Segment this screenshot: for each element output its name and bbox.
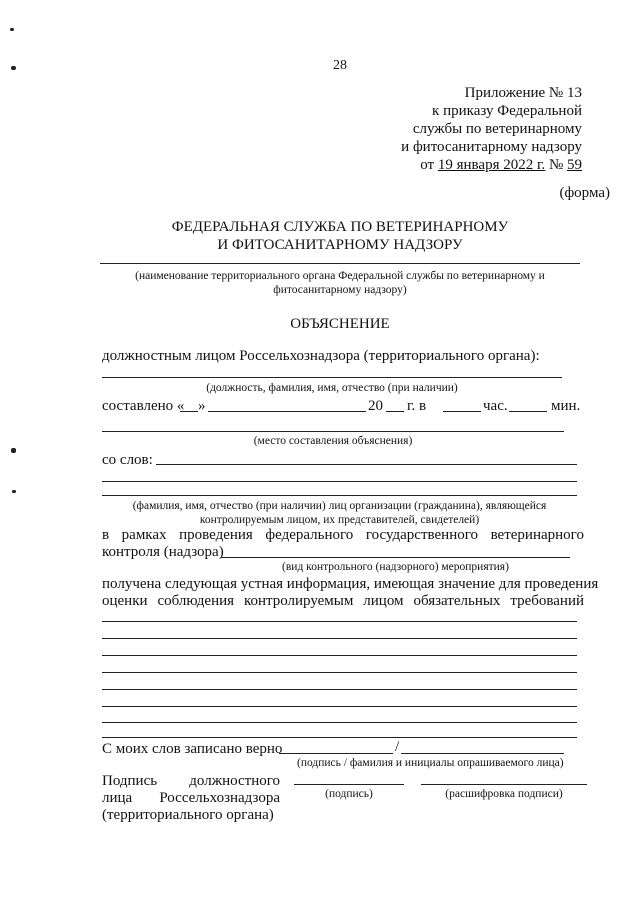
info-blank-line (102, 706, 577, 707)
info-blank-line (102, 621, 577, 622)
recorded-name-line (401, 753, 564, 754)
territorial-organ-line (100, 263, 580, 264)
place-hint: (место составления объяснения) (253, 435, 413, 447)
minutes-label: мин. (551, 398, 581, 414)
info-blank-line (102, 689, 577, 690)
info-line: получена следующая устная информация, имеющая значение для проведения (102, 576, 599, 592)
official-signature-row: (территориального органа) (102, 807, 274, 823)
quote-close: » (198, 398, 206, 414)
recorded-slash: / (395, 739, 400, 755)
appendix-line: Приложение № 13 (464, 85, 582, 101)
appendix-block (401, 84, 582, 174)
scan-mark (11, 66, 16, 70)
official-sign-line (294, 784, 404, 785)
agency-title: ФЕДЕРАЛЬНАЯ СЛУЖБА ПО ВЕТЕРИНАРНОМУ И ФИТОСАНИТАРНОМУ НАДЗОРУ (171, 219, 509, 253)
control-line: в рамках проведения федерального государственного ветеринарного (102, 527, 584, 543)
page-number: 28 (333, 58, 347, 73)
form-label: (форма) (559, 185, 610, 201)
appendix-line: и фитосанитарному надзору (401, 139, 582, 155)
territorial-hint: (наименование территориального органа Федеральной службы по ветеринарному и фитосанитарному надзору) (135, 270, 545, 296)
scan-mark (10, 28, 14, 31)
info-blank-line (102, 672, 577, 673)
year-line (386, 411, 404, 412)
recorded-label: С моих слов записано верно (102, 741, 283, 757)
recorded-hint: (подпись / фамилия и инициалы опрашиваемого лица) (297, 757, 564, 769)
from-words-label: со слов: (102, 452, 153, 468)
day-line (180, 411, 198, 412)
appendix-date-line: от 19 января 2022 г. № 59 (420, 157, 582, 173)
appendix-line: службы по ветеринарному (412, 121, 582, 137)
official-signature-row: Подпись должностного (102, 773, 280, 789)
year-suffix: г. в (407, 398, 427, 414)
appendix-number: 59 (567, 157, 582, 173)
from-words-line (156, 464, 577, 465)
official-intro: должностным лицом Россельхознадзора (территориального органа): (102, 348, 540, 364)
event-line (221, 557, 570, 558)
position-hint: (должность, фамилия, имя, отчество (при наличии) (206, 382, 458, 394)
official-decode-line (421, 784, 587, 785)
info-line: оценки соблюдения контролируемым лицом обязательных требований (102, 593, 584, 609)
month-line (208, 411, 366, 412)
person-hint: (фамилия, имя, отчество (при наличии) лиц организации (гражданина), являющейся контролируемым лицом, их представителей, свидетелей) (132, 500, 547, 526)
official-signature-row: лица Россельхознадзора (102, 790, 280, 806)
doc-title: ОБЪЯСНЕНИЕ (290, 316, 390, 332)
decode-hint: (расшифровка подписи) (445, 788, 563, 800)
hours-line (443, 411, 481, 412)
year-prefix: 20 (368, 398, 383, 414)
scan-mark (12, 490, 16, 493)
event-hint: (вид контрольного (надзорного) мероприятия) (282, 561, 509, 573)
scan-mark (11, 448, 16, 453)
appendix-line: к приказу Федеральной (432, 103, 582, 119)
control-label: контроля (надзора) (102, 544, 224, 560)
place-line (102, 431, 564, 432)
minutes-line (509, 411, 547, 412)
recorded-sign-line (279, 753, 393, 754)
info-blank-line (102, 722, 577, 723)
info-blank-line (102, 638, 577, 639)
from-words-line (102, 495, 577, 496)
from-words-line (102, 481, 577, 482)
info-blank-line (102, 737, 577, 738)
hours-label: час. (483, 398, 508, 414)
composed-label: составлено « (102, 398, 185, 414)
appendix-date: 19 января 2022 г. (437, 157, 546, 173)
info-blank-line (102, 655, 577, 656)
position-line (102, 377, 562, 378)
sign-hint: (подпись) (325, 788, 373, 800)
